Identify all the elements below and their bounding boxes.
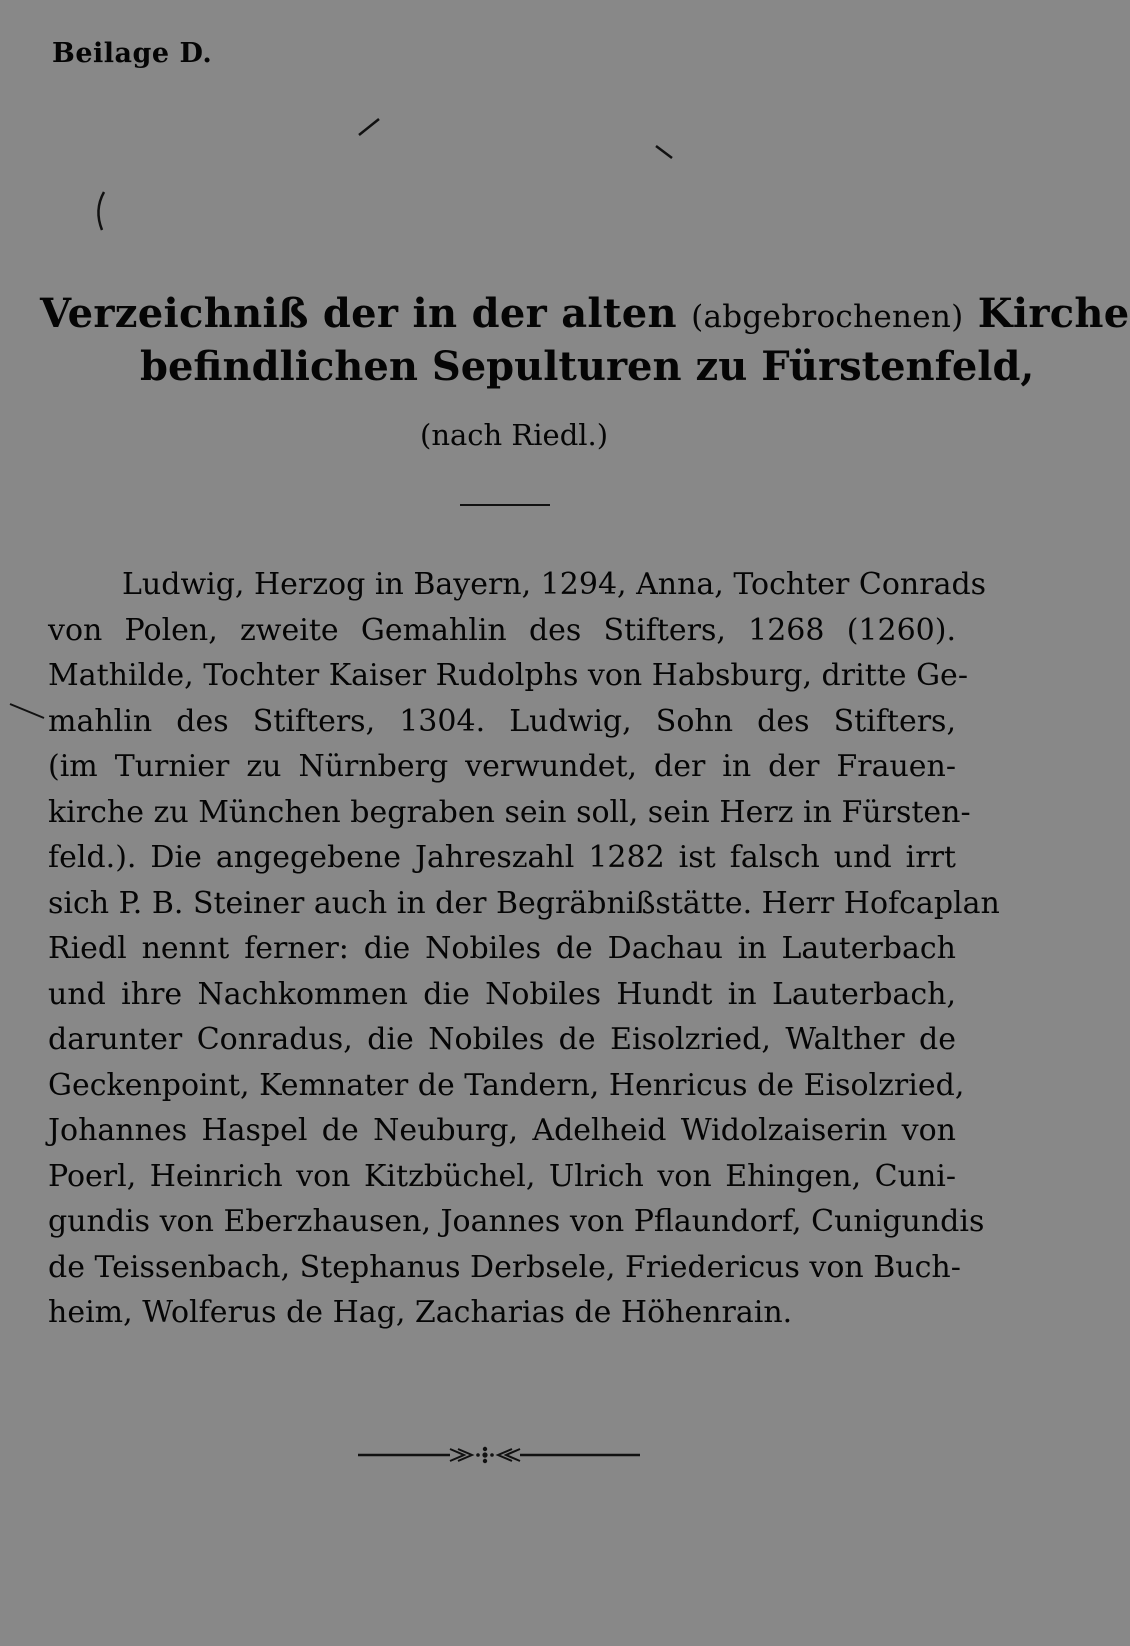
stray-mark-icon (8, 700, 48, 722)
title-block (40, 290, 1130, 390)
stray-mark-icon (654, 142, 678, 166)
body-paragraph (48, 562, 1000, 1336)
title-line-2: befindlichen Sepulturen zu Fürstenfeld, (140, 343, 1035, 390)
text-line: darunter Conradus, die Nobiles de Eisolzried, Walther de (48, 1022, 956, 1057)
fleuron-divider-icon (358, 1441, 640, 1469)
text-line: von Polen, zweite Gemahlin des Stifters, 1268 (1260). (48, 612, 956, 648)
text-line: gundis von Eberzhausen, Joannes von Pflaundorf, Cunigundis (48, 1204, 985, 1239)
text-line: Geckenpoint, Kemnater de Tandern, Henricus de Eisolzried, (48, 1067, 965, 1103)
subtitle: (nach Riedl.) (420, 418, 609, 452)
title-text-a: Verzeichniß der in der alten (40, 290, 677, 337)
text-line: de Teissenbach, Stephanus Derbsele, Friedericus von Buch- (48, 1249, 961, 1285)
text-line: heim, Wolferus de Hag, Zacharias de Höhenrain. (48, 1295, 793, 1330)
title-text-b: Kirche (977, 290, 1130, 337)
divider-rule (460, 504, 550, 506)
text-line: feld.). Die angegebene Jahreszahl 1282 ist falsch und irrt (48, 840, 956, 875)
title-line-1 (40, 290, 1130, 337)
stray-mark-icon (355, 115, 385, 139)
title-parenthetical: (abgebrochenen) (691, 299, 964, 335)
text-line: (im Turnier zu Nürnberg verwundet, der in der Frauen- (48, 749, 956, 784)
stray-mark-icon (90, 190, 110, 234)
text-line: Poerl, Heinrich von Kitzbüchel, Ulrich von Ehingen, Cuni- (48, 1158, 956, 1194)
text-line: Mathilde, Tochter Kaiser Rudolphs von Habsburg, dritte Ge- (48, 658, 968, 693)
text-line: und ihre Nachkommen die Nobiles Hundt in Lauterbach, (48, 976, 956, 1012)
text-line: Johannes Haspel de Neuburg, Adelheid Widolzaiserin von (48, 1113, 956, 1148)
text-line: mahlin des Stifters, 1304. Ludwig, Sohn des Stifters, (48, 703, 956, 739)
text-line: Riedl nennt ferner: die Nobiles de Dachau in Lauterbach (48, 931, 956, 966)
text-line: kirche zu München begraben sein soll, sein Herz in Fürsten- (48, 794, 971, 830)
text-line: Ludwig, Herzog in Bayern, 1294, Anna, Tochter Conrads (122, 567, 987, 602)
text-line: sich P. B. Steiner auch in der Begräbnißstätte. Herr Hofcaplan (48, 885, 1000, 921)
appendix-label: Beilage D. (52, 38, 213, 69)
